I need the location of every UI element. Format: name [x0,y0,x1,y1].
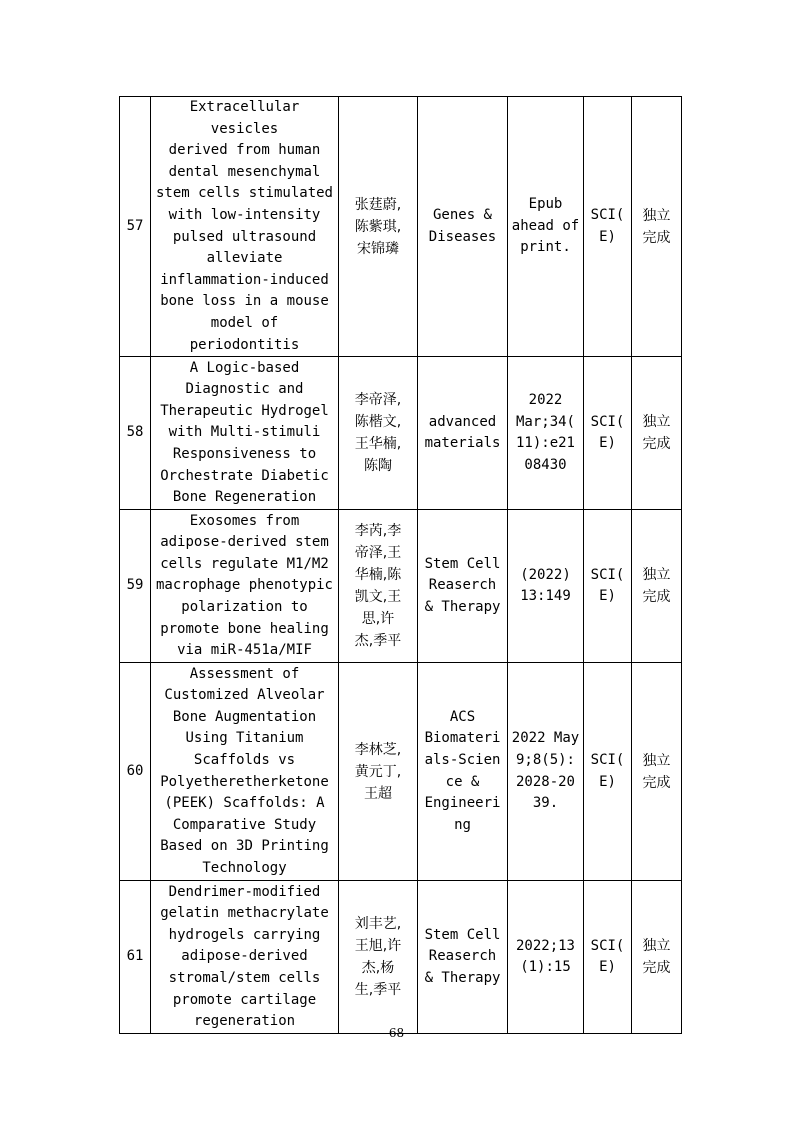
completion-status: 独立 完成 [632,510,682,663]
table-row [120,97,682,357]
journal: ACS Biomateri als-Scien ce & Engineeri ng [418,663,508,881]
authors: 刘丰艺, 王旭,许 杰,杨 生,季平 [339,881,418,1034]
publication-info: 2022;13 (1):15 [508,881,584,1034]
index-type: SCI( E) [584,663,632,881]
row-number: 59 [120,510,151,663]
table-row [120,663,682,881]
completion-status: 独立 完成 [632,357,682,510]
publication-info: 2022 Mar;34( 11):e21 08430 [508,357,584,510]
publication-info: Epub ahead of print. [508,97,584,357]
row-number: 57 [120,97,151,357]
authors: 李帝泽, 陈楷文, 王华楠, 陈陶 [339,357,418,510]
completion-status: 独立 完成 [632,663,682,881]
publication-info: (2022) 13:149 [508,510,584,663]
journal: Genes & Diseases [418,97,508,357]
index-type: SCI( E) [584,881,632,1034]
paper-title: Assessment of Customized Alveolar Bone Augmentation Using Titanium Scaffolds vs Polyetheretherketone (PEEK) Scaffolds: A Comparative Study Based on 3D Printing Technology [151,663,339,881]
authors: 李林芝, 黄元丁, 王超 [339,663,418,881]
publication-info: 2022 May 9;8(5): 2028-20 39. [508,663,584,881]
paper-title: Exosomes from adipose-derived stem cells regulate M1/M2 macrophage phenotypic polarization to promote bone healing via miR-451a/MIF [151,510,339,663]
table-row [120,881,682,1034]
journal: Stem Cell Reaserch & Therapy [418,881,508,1034]
journal: advanced materials [418,357,508,510]
row-number: 60 [120,663,151,881]
paper-title: Dendrimer-modified gelatin methacrylate hydrogels carrying adipose-derived stromal/stem cells promote cartilage regeneration [151,881,339,1034]
journal: Stem Cell Reaserch & Therapy [418,510,508,663]
page-number: 68 [388,1026,405,1040]
row-number: 61 [120,881,151,1034]
completion-status: 独立 完成 [632,881,682,1034]
index-type: SCI( E) [584,97,632,357]
authors: 张莛蔚, 陈紫琪, 宋锦璘 [339,97,418,357]
paper-title: A Logic-based Diagnostic and Therapeutic Hydrogel with Multi-stimuli Responsiveness to Orchestrate Diabetic Bone Regeneration [151,357,339,510]
paper-title: Extracellular vesicles derived from human dental mesenchymal stem cells stimulated with low-intensity pulsed ultrasound alleviate inflammation-induced bone loss in a mouse model of periodontitis [151,97,339,357]
table-row [120,510,682,663]
completion-status: 独立 完成 [632,97,682,357]
index-type: SCI( E) [584,357,632,510]
row-number: 58 [120,357,151,510]
authors: 李芮,李 帝泽,王 华楠,陈 凯文,王 思,许 杰,季平 [339,510,418,663]
publications-table [119,96,682,1034]
index-type: SCI( E) [584,510,632,663]
table-row [120,357,682,510]
